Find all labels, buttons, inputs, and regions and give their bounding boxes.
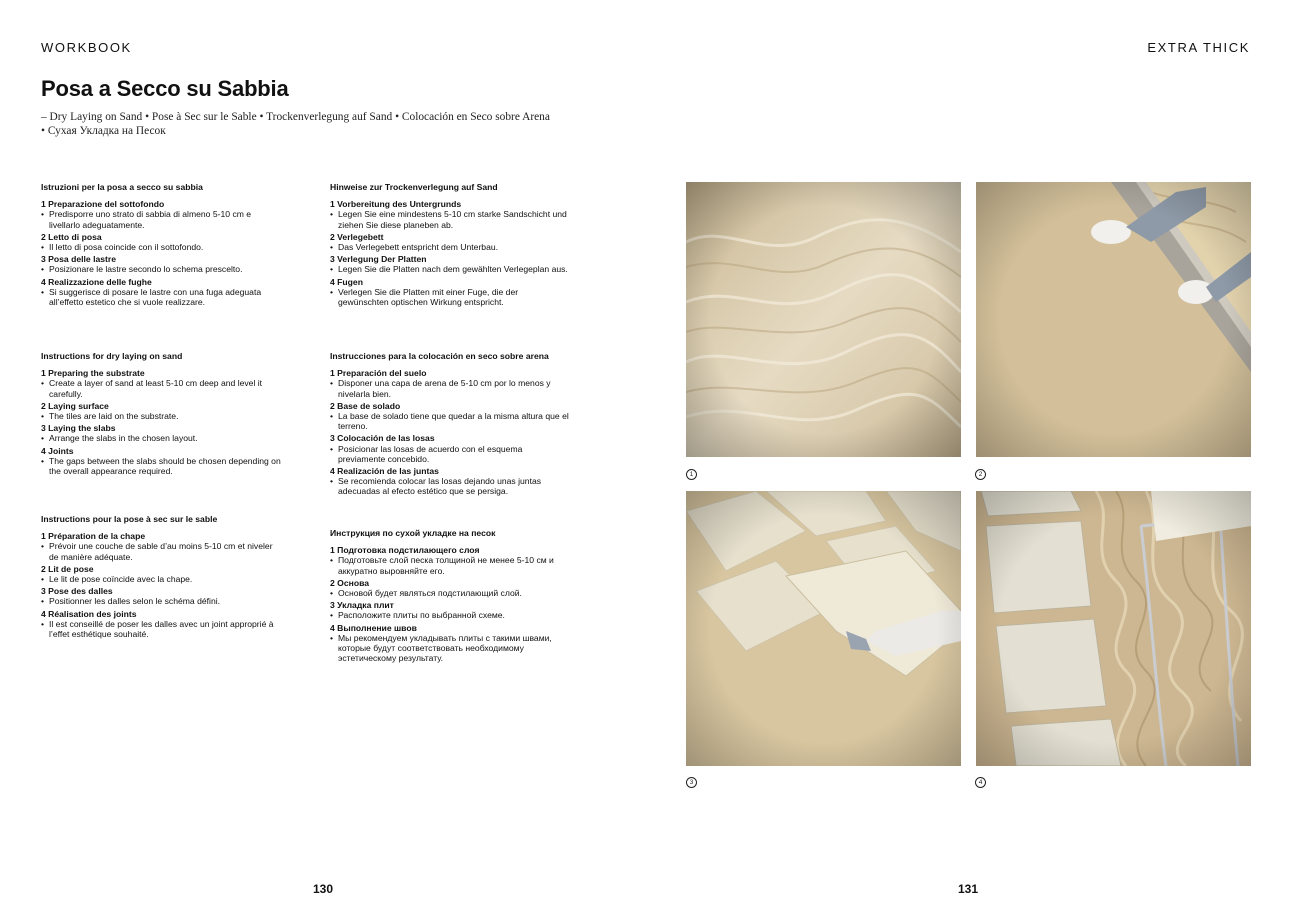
- step-title: 1 Preparing the substrate: [41, 368, 145, 379]
- step-title: 1 Préparation de la chape: [41, 531, 146, 542]
- step-title: 3 Colocación de las losas: [330, 433, 435, 444]
- step-title: 4 Выполнение швов: [330, 622, 417, 633]
- step-text-item: [330, 633, 570, 664]
- step-text: Posicionar las losas de acuerdo con el esquema previamente concebido.: [338, 443, 523, 464]
- step-text: La base de solado tiene que quedar a la misma altura que el terreno.: [338, 411, 569, 432]
- step-text-item: [330, 378, 570, 398]
- step-text-item: [41, 287, 281, 307]
- bullet-icon: •: [41, 618, 45, 629]
- step-title: 4 Joints: [41, 445, 74, 456]
- step-text: Prévoir une couche de sable d’au moins 5-10 cm et niveler de manière adéquate.: [49, 541, 273, 562]
- bullet-icon: •: [330, 209, 334, 220]
- step-text: Disponer una capa de arena de 5-10 cm por lo menos y nivelarla bien.: [338, 378, 551, 399]
- step-text: Create a layer of sand at least 5-10 cm deep and level it carefully.: [49, 378, 263, 399]
- step-text: Arrange the slabs in the chosen layout.: [49, 433, 198, 444]
- page-subtitle: [41, 110, 561, 138]
- section-english: [41, 351, 281, 478]
- bullet-icon: •: [330, 264, 334, 275]
- step-title: 3 Verlegung Der Platten: [330, 254, 427, 265]
- bullet-icon: •: [330, 555, 334, 566]
- instruction-step: [41, 446, 281, 477]
- step-text-item: [330, 555, 570, 575]
- page-number-left: 130: [313, 882, 334, 896]
- bullet-icon: •: [41, 209, 45, 220]
- step-text-item: [41, 264, 281, 274]
- step-text: Verlegen Sie die Platten mit einer Fuge, die der gewünschten optischen Wirkung entspricht.: [338, 286, 519, 308]
- section-german: [330, 182, 570, 309]
- instruction-step: [330, 623, 570, 664]
- step-text-item: [41, 596, 281, 606]
- step-text-item: [330, 209, 570, 229]
- instruction-step: [41, 531, 281, 562]
- step-text: Legen Sie eine mindestens 5-10 cm starke Sandschicht und ziehen Sie diese planeben ab.: [338, 209, 567, 230]
- photo-levelling-sand: [976, 182, 1251, 457]
- subtitle-line-2: • Сухая Укладка на Песок: [41, 125, 166, 137]
- instruction-step: [330, 368, 570, 399]
- step-text: Legen Sie die Platten nach dem gewählten Verlegeplan aus.: [338, 264, 568, 275]
- instruction-step: [330, 232, 570, 252]
- instruction-step: [330, 578, 570, 598]
- figure-number-4: 4: [975, 777, 986, 788]
- step-title: 2 Verlegebett: [330, 231, 384, 242]
- photo-placing-slab: [686, 491, 961, 766]
- step-text-item: [41, 619, 281, 639]
- bullet-icon: •: [41, 411, 45, 422]
- page-title: Posa a Secco su Sabbia: [41, 76, 289, 101]
- bullet-icon: •: [330, 588, 334, 599]
- step-title: 2 Letto di posa: [41, 231, 102, 242]
- step-title: 1 Подготовка подстилающего слоя: [330, 545, 480, 556]
- step-text: Il letto di posa coincide con il sottofondo.: [49, 242, 204, 253]
- figure-number-3: 3: [686, 777, 697, 788]
- bullet-icon: •: [41, 596, 45, 607]
- step-text: The gaps between the slabs should be chosen depending on the overall appearance required.: [49, 455, 281, 477]
- step-title: 4 Réalisation des joints: [41, 608, 137, 619]
- step-title: 1 Preparazione del sottofondo: [41, 199, 165, 210]
- instruction-step: [41, 254, 281, 274]
- step-text-item: [41, 541, 281, 561]
- step-text-item: [41, 209, 281, 229]
- bullet-icon: •: [41, 242, 45, 253]
- section-title: Instructions pour la pose à sec sur le sable: [41, 514, 218, 524]
- photo-sand-substrate: [686, 182, 961, 457]
- instruction-step: [330, 277, 570, 308]
- instruction-step: [330, 401, 570, 432]
- step-text-item: [41, 433, 281, 443]
- step-title: 3 Укладка плит: [330, 600, 394, 611]
- bullet-icon: •: [41, 541, 45, 552]
- bullet-icon: •: [41, 378, 45, 389]
- bullet-icon: •: [330, 242, 334, 253]
- instruction-step: [330, 545, 570, 576]
- step-text: Predisporre uno strato di sabbia di almeno 5-10 cm e livellarlo adeguatamente.: [49, 209, 252, 230]
- page-number-right: 131: [958, 882, 979, 896]
- step-text-item: [41, 456, 281, 476]
- bullet-icon: •: [330, 476, 334, 487]
- step-text: Das Verlegebett entspricht dem Unterbau.: [338, 242, 499, 253]
- section-title: Istruzioni per la posa a secco su sabbia: [41, 182, 203, 192]
- step-text: Positionner les dalles selon le schéma défini.: [49, 596, 221, 607]
- step-title: 4 Fugen: [330, 276, 363, 287]
- step-text: Мы рекомендуем укладывать плиты с такими швами, которые будут соответствовать необходимому эстетическому результату.: [338, 632, 552, 664]
- instruction-step: [41, 609, 281, 640]
- step-text-item: [330, 411, 570, 431]
- instruction-step: [41, 277, 281, 308]
- instruction-step: [330, 433, 570, 464]
- step-text: The tiles are laid on the substrate.: [49, 411, 179, 422]
- bullet-icon: •: [41, 286, 45, 297]
- instruction-step: [330, 254, 570, 274]
- section-french: [41, 514, 281, 641]
- bullet-icon: •: [330, 632, 334, 643]
- bullet-icon: •: [330, 378, 334, 389]
- instruction-step: [41, 586, 281, 606]
- step-title: 4 Realizzazione delle fughe: [41, 276, 152, 287]
- step-text: Se recomienda colocar las losas dejando unas juntas adecuadas al efecto estético que se persiga.: [338, 476, 542, 497]
- step-text-item: [41, 411, 281, 421]
- step-text-item: [41, 242, 281, 252]
- step-text: Il est conseillé de poser les dalles avec un joint approprié à l’effet esthétique souhaité.: [49, 618, 274, 640]
- step-title: 3 Pose des dalles: [41, 586, 113, 597]
- bullet-icon: •: [330, 610, 334, 621]
- step-text-item: [330, 588, 570, 598]
- step-text-item: [330, 476, 570, 496]
- step-text: Le lit de pose coïncide avec la chape.: [49, 574, 193, 585]
- step-text: Posizionare le lastre secondo lo schema prescelto.: [49, 264, 243, 275]
- step-title: 1 Vorbereitung des Untergrunds: [330, 199, 462, 210]
- step-title: 3 Posa delle lastre: [41, 254, 116, 265]
- section-title: Hinweise zur Trockenverlegung auf Sand: [330, 182, 498, 192]
- bullet-icon: •: [330, 443, 334, 454]
- instruction-step: [41, 423, 281, 443]
- section-spanish: [330, 351, 570, 499]
- section-russian: [330, 528, 570, 665]
- instruction-step: [41, 368, 281, 399]
- step-title: 2 Laying surface: [41, 400, 109, 411]
- section-italian: [41, 182, 281, 309]
- subtitle-line-1: – Dry Laying on Sand • Pose à Sec sur le Sable • Trockenverlegung auf Sand • Colocación en Seco sobre Arena: [41, 111, 550, 123]
- step-text: Основой будет являться подстилающий слой.: [338, 588, 522, 599]
- running-header-left: WORKBOOK: [41, 40, 132, 55]
- instruction-step: [41, 401, 281, 421]
- step-title: 1 Preparación del suelo: [330, 368, 427, 379]
- figure-number-2: 2: [975, 469, 986, 480]
- step-text-item: [41, 378, 281, 398]
- bullet-icon: •: [41, 574, 45, 585]
- step-text: Si suggerisce di posare le lastre con una fuga adeguata all’effetto estetico che si vuole realizzare.: [49, 286, 262, 308]
- bullet-icon: •: [330, 411, 334, 422]
- step-title: 2 Основа: [330, 577, 370, 588]
- step-title: 2 Lit de pose: [41, 563, 94, 574]
- figure-number-1: 1: [686, 469, 697, 480]
- step-title: 3 Laying the slabs: [41, 423, 116, 434]
- instruction-step: [330, 199, 570, 230]
- bullet-icon: •: [41, 433, 45, 444]
- instruction-step: [330, 466, 570, 497]
- bullet-icon: •: [330, 286, 334, 297]
- step-text-item: [330, 610, 570, 620]
- section-title: Инструкция по сухой укладке на песок: [330, 528, 496, 538]
- step-text: Подготовьте слой песка толщиной не менее 5-10 см и аккуратно выровняйте его.: [338, 555, 554, 576]
- section-title: Instrucciones para la colocación en seco sobre arena: [330, 351, 549, 361]
- photo-slabs-on-sand: [976, 491, 1251, 766]
- step-text-item: [330, 444, 570, 464]
- running-header-right: EXTRA THICK: [1147, 40, 1250, 55]
- step-text-item: [330, 287, 570, 307]
- instruction-step: [41, 199, 281, 230]
- step-title: 4 Realización de las juntas: [330, 466, 439, 477]
- bullet-icon: •: [41, 455, 45, 466]
- instruction-step: [41, 564, 281, 584]
- step-text-item: [330, 264, 570, 274]
- step-text: Расположите плиты по выбранной схеме.: [338, 610, 505, 621]
- bullet-icon: •: [41, 264, 45, 275]
- section-title: Instructions for dry laying on sand: [41, 351, 183, 361]
- step-text-item: [330, 242, 570, 252]
- instruction-step: [330, 600, 570, 620]
- instruction-step: [41, 232, 281, 252]
- step-title: 2 Base de solado: [330, 400, 401, 411]
- step-text-item: [41, 574, 281, 584]
